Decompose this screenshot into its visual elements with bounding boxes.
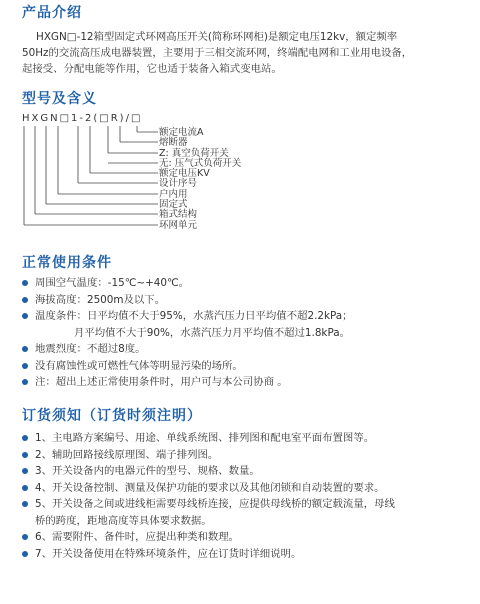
- conditions-heading: 正常使用条件: [22, 255, 112, 271]
- intro-line-2: 50Hz的交流高压成电器装置，主要用于三相交流环网，终端配电网和工业用电设备，: [22, 47, 413, 59]
- list-item: 周围空气温度：-15℃~+40℃。: [22, 275, 353, 292]
- list-item: 1、主电路方案编号、用途、单线系统图、排列图和配电室平面布置图等。: [22, 430, 395, 447]
- list-item: 桥的跨度，距地高度等具体要求数据。: [35, 514, 212, 527]
- model-definitions: [159, 128, 241, 231]
- def-vacuum-switch: Z: 真空负荷开关: [159, 147, 229, 159]
- conditions-list: [22, 275, 353, 391]
- def-fixed: 固定式: [159, 199, 188, 211]
- def-rated-voltage: 额定电压KV: [159, 168, 210, 180]
- list-item: 没有腐蚀性或可燃性气体等明显污染的场所。: [22, 358, 353, 375]
- list-item: 2、辅助回路接线原理图、端子排列图。: [22, 447, 395, 464]
- list-item: 海拔高度：2500m及以下。: [22, 292, 353, 309]
- def-ring-unit: 环网单元: [159, 219, 198, 231]
- list-item: 注：超出上述正常使用条件时，用户可与本公司协商 。: [22, 374, 353, 391]
- def-air-switch: 无: 压气式负荷开关: [159, 157, 242, 169]
- def-design-serial: 设计序号: [159, 178, 198, 190]
- list-item: 地震烈度：不超过8度。: [22, 341, 353, 358]
- intro-line-1: HXGN□-12箱型固定式环网高压开关(简称环网柜)是额定电压12kv，额定频率: [36, 31, 398, 43]
- def-rated-current: 额定电流A: [159, 127, 204, 138]
- intro-line-3: 起接受、分配电能等作用，它也适于装备入箱式变电站。: [22, 63, 282, 75]
- model-code-diagram: [0, 110, 160, 240]
- list-item: 4、开关设备控制、测量及保护功能的要求以及其他闭锁和自动装置的要求。: [22, 480, 395, 497]
- list-item: 6、需要附件、备件时，应提出种类和数理。: [22, 529, 395, 546]
- list-item: 温度条件：日平均值不大于95%，水蒸汽压力日平均值不超2.2kPa；: [22, 308, 353, 325]
- intro-paragraph: [22, 29, 468, 77]
- list-item: 5、开关设备之间或进线柜需要母线桥连接，应提供母线桥的额定载流量，母线: [22, 496, 395, 513]
- order-list: [22, 430, 395, 562]
- intro-heading: 产品介绍: [22, 5, 82, 21]
- order-heading: 订货须知（订货时须注明）: [22, 408, 202, 424]
- def-box-structure: 箱式结构: [159, 209, 198, 221]
- model-heading: 型号及含义: [22, 91, 97, 107]
- list-item: 3、开关设备内的电器元件的型号、规格、数量。: [22, 463, 395, 480]
- list-item: 7、开关设备使用在特殊环境条件，应在订货时详细说明。: [22, 546, 395, 563]
- list-item: 月平均值不大于90%，水蒸汽压力月平均值不超过1.8kPa。: [74, 326, 351, 339]
- def-indoor: 户内用: [159, 188, 188, 200]
- def-fuse: 熔断器: [159, 137, 188, 149]
- model-code: HXGN□1-2(□R)/□: [22, 113, 143, 124]
